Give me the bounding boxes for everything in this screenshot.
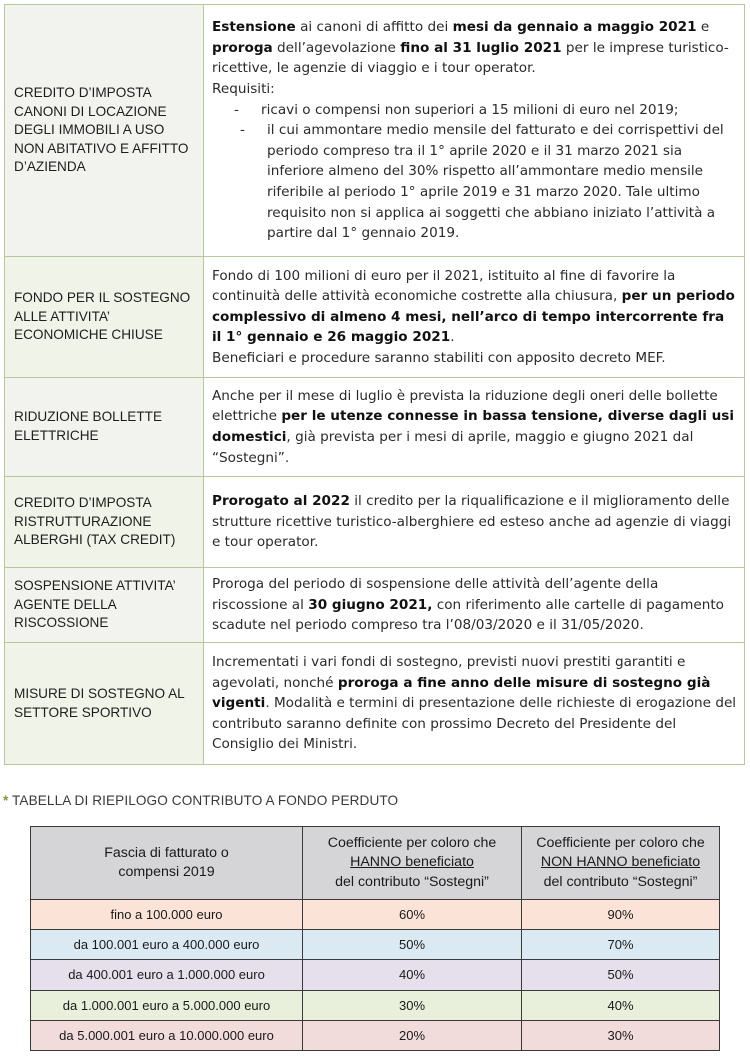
text: il credito per la riqualificazione e il miglioramento delle strutture ricettive turistico-alberghiere ed esteso anche ad agenzie di viaggi e tour operator. bbox=[212, 493, 732, 551]
requirements-list bbox=[212, 100, 738, 244]
measure-paragraph bbox=[212, 491, 738, 553]
measure-description bbox=[204, 378, 745, 477]
revenue-band-cell: fino a 100.000 euro bbox=[31, 900, 303, 930]
header-text: del contributo “Sostegni” bbox=[335, 873, 489, 890]
coefficient-with-cell: 60% bbox=[303, 900, 522, 930]
bold-text: 30 giugno 2021, bbox=[308, 596, 433, 613]
revenue-band-cell: da 5.000.001 euro a 10.000.000 euro bbox=[31, 1020, 303, 1050]
table-row bbox=[31, 930, 720, 960]
measure-row bbox=[5, 257, 745, 378]
bold-text: Estensione bbox=[212, 19, 296, 36]
text: ai canoni di affitto dei bbox=[295, 19, 453, 36]
header-underlined: HANNO beneficiato bbox=[350, 854, 474, 871]
measure-paragraph bbox=[212, 652, 738, 755]
revenue-band-cell: da 100.001 euro a 400.000 euro bbox=[31, 930, 303, 960]
measure-row bbox=[5, 568, 745, 643]
measure-row bbox=[5, 477, 745, 568]
coefficient-without-cell: 70% bbox=[522, 930, 720, 960]
header-text: del contributo “Sostegni” bbox=[543, 873, 698, 890]
measure-description bbox=[204, 568, 745, 643]
header-beneficiaries bbox=[303, 827, 522, 900]
requirement-item bbox=[212, 120, 738, 244]
header-text: Coefficiente per coloro che bbox=[327, 834, 497, 851]
revenue-band-cell: da 400.001 euro a 1.000.000 euro bbox=[31, 960, 303, 990]
measure-row bbox=[5, 643, 745, 765]
measure-description bbox=[204, 643, 745, 765]
bold-text: Prorogato al 2022 bbox=[212, 493, 350, 510]
text: per le imprese turistico-ricettive, le agenzie di viaggio e i tour operator. bbox=[212, 39, 729, 77]
measure-paragraph: Beneficiari e procedure saranno stabiliti con apposito decreto MEF. bbox=[212, 349, 666, 366]
text: Anche per il mese di luglio è prevista la riduzione degli oneri delle bollette elettriche bbox=[212, 387, 718, 425]
dash-bullet: - bbox=[240, 122, 245, 139]
measure-description bbox=[204, 257, 745, 378]
measure-title: FONDO PER IL SOSTEGNO ALLE ATTIVITA’ ECONOMICHE CHIUSE bbox=[5, 257, 204, 378]
measures-table bbox=[4, 4, 745, 765]
measure-paragraph bbox=[212, 574, 738, 636]
requirement-text: ricavi o compensi non superiori a 15 milioni di euro nel 2019; bbox=[261, 101, 679, 118]
header-text: Coefficiente per coloro che bbox=[536, 834, 705, 851]
text: Fondo di 100 milioni di euro per il 2021, istituito al fine di favorire la continuità delle attività economiche costrette alla chiusura, bbox=[212, 267, 676, 305]
measure-title: MISURE DI SOSTEGNO AL SETTORE SPORTIVO bbox=[5, 643, 204, 765]
bold-text: per le utenze connesse in bassa tensione, diverse dagli usi domestici bbox=[212, 408, 735, 445]
text: con riferimento alle cartelle di pagamento scadute nel periodo compreso tra l’08/03/2020 e il 31/05/2020. bbox=[212, 596, 724, 634]
coefficient-with-cell: 40% bbox=[303, 960, 522, 990]
text: , già prevista per i mesi di aprile, maggio e giugno 2021 dal “Sostegni”. bbox=[212, 429, 694, 466]
bold-text: proroga a fine anno delle misure di sostegno già vigenti bbox=[212, 674, 711, 712]
measure-paragraph bbox=[212, 386, 738, 468]
coefficient-without-cell: 50% bbox=[522, 960, 720, 990]
dash-bullet: - bbox=[234, 101, 239, 118]
table-row bbox=[31, 990, 720, 1020]
coefficient-without-cell: 40% bbox=[522, 990, 720, 1020]
bold-text: mesi da gennaio a maggio 2021 bbox=[452, 19, 697, 36]
measure-title: CREDITO D’IMPOSTA CANONI DI LOCAZIONE DEGLI IMMOBILI A USO NON ABITATIVO E AFFITTO D’AZIENDA bbox=[5, 5, 204, 257]
header-underlined: NON HANNO beneficiato bbox=[540, 854, 701, 871]
bold-text: proroga bbox=[212, 39, 273, 56]
bold-text: per un periodo complessivo di almeno 4 mesi, nell’arco di tempo intercorrente fra il 1° gennaio e 26 maggio 2021 bbox=[212, 288, 735, 346]
text: dell’agevolazione bbox=[272, 39, 401, 56]
measure-description bbox=[204, 477, 745, 568]
requirement-text: il cui ammontare medio mensile del fatturato e dei corrispettivi del periodo compreso tra il 1° aprile 2020 e il 31 marzo 2021 sia inferiore almeno del 30% rispetto all’ammontare medio mensile riferibile al periodo 1° aprile 2019 e 31 marzo 2020. Tale ultimo requisito non si applica ai soggetti che abbiano iniziato l’attività a partire dal 1° gennaio 2019. bbox=[267, 122, 724, 242]
asterisk: * bbox=[3, 793, 9, 808]
header-text: Fascia di fatturato o compensi 2019 bbox=[104, 844, 229, 880]
measure-row bbox=[5, 378, 745, 477]
header-revenue-band bbox=[31, 827, 303, 900]
table-row bbox=[31, 1020, 720, 1050]
coefficient-without-cell: 30% bbox=[522, 1020, 720, 1050]
summary-title-text: TABELLA DI RIEPILOGO CONTRIBUTO A FONDO PERDUTO bbox=[12, 793, 399, 808]
coefficient-with-cell: 50% bbox=[303, 930, 522, 960]
measure-paragraph bbox=[212, 17, 738, 79]
text: Incrementati i vari fondi di sostegno, previsti nuovi prestiti garantiti e agevolati, nonché bbox=[212, 654, 686, 691]
measure-paragraph bbox=[212, 266, 738, 348]
measure-title: RIDUZIONE BOLLETTE ELETTRICHE bbox=[5, 378, 204, 477]
text: . bbox=[450, 329, 455, 346]
summary-title bbox=[3, 793, 398, 808]
text: . Modalità e termini di presentazione delle richieste di erogazione del contributo saranno definite con prossimo Decreto del Presidente del Consiglio dei Ministri. bbox=[212, 695, 737, 753]
requirement-item bbox=[212, 100, 738, 121]
coefficient-with-cell: 20% bbox=[303, 1020, 522, 1050]
measure-row bbox=[5, 5, 745, 257]
measure-title: CREDITO D’IMPOSTA RISTRUTTURAZIONE ALBERGHI (TAX CREDIT) bbox=[5, 477, 204, 568]
measure-title: SOSPENSIONE ATTIVITA’ AGENTE DELLA RISCOSSIONE bbox=[5, 568, 204, 643]
header-row bbox=[31, 827, 720, 900]
coefficient-without-cell: 90% bbox=[522, 900, 720, 930]
header-non-beneficiaries bbox=[522, 827, 720, 900]
requirements-label: Requisiti: bbox=[212, 81, 275, 98]
text: Proroga del periodo di sospensione delle attività dell’agente della riscossione al bbox=[212, 576, 659, 613]
measure-description bbox=[204, 5, 745, 257]
text: e bbox=[696, 19, 710, 36]
table-row bbox=[31, 960, 720, 990]
coefficient-with-cell: 30% bbox=[303, 990, 522, 1020]
contribution-table bbox=[30, 826, 720, 1051]
table-row bbox=[31, 900, 720, 930]
revenue-band-cell: da 1.000.001 euro a 5.000.000 euro bbox=[31, 990, 303, 1020]
bold-text: fino al 31 luglio 2021 bbox=[400, 39, 562, 56]
